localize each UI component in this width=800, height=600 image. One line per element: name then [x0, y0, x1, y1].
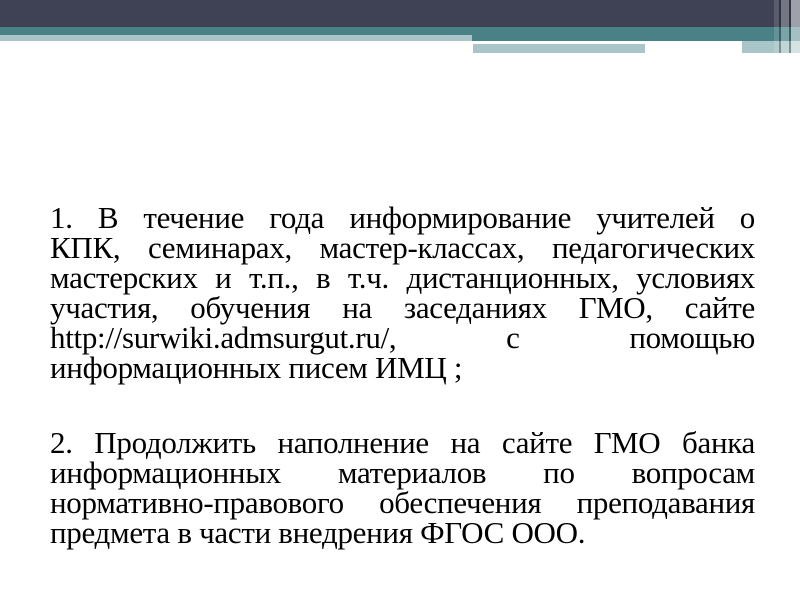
text-line: информационных писем ИМЦ ; — [50, 350, 463, 385]
accent-stripe-light-secondary — [473, 44, 645, 53]
accent-stripe-light — [0, 35, 472, 41]
slide-body — [50, 200, 755, 550]
text-line: 1. В течение года информирование учителей о — [50, 200, 755, 235]
header-bar — [0, 0, 800, 27]
text-line: мастерских и т.п., в т.ч. дистанционных, условиях — [50, 260, 755, 295]
paragraph-1 — [50, 200, 755, 385]
text-line: информационных материалов по вопросам — [50, 455, 755, 490]
corner-stripe-col — [781, 0, 789, 53]
paragraph-2 — [50, 425, 755, 550]
text-line: 2. Продолжить наполнение на сайте ГМО банка — [50, 425, 755, 460]
text-line: предмета в части внедрения ФГОС ООО. — [50, 515, 586, 550]
corner-stripes — [774, 0, 800, 53]
text-line: http://surwiki.admsurgut.ru/, с помощью — [50, 320, 755, 355]
text-line: КПК, семинарах, мастер-классах, педагогических — [50, 230, 755, 265]
text-line: нормативно-правового обеспечения преподавания — [50, 485, 755, 520]
corner-stripe-col — [791, 0, 800, 53]
accent-block-teal-right — [472, 27, 800, 41]
text-line: участия, обучения на заседаниях ГМО, сайте — [50, 290, 755, 325]
